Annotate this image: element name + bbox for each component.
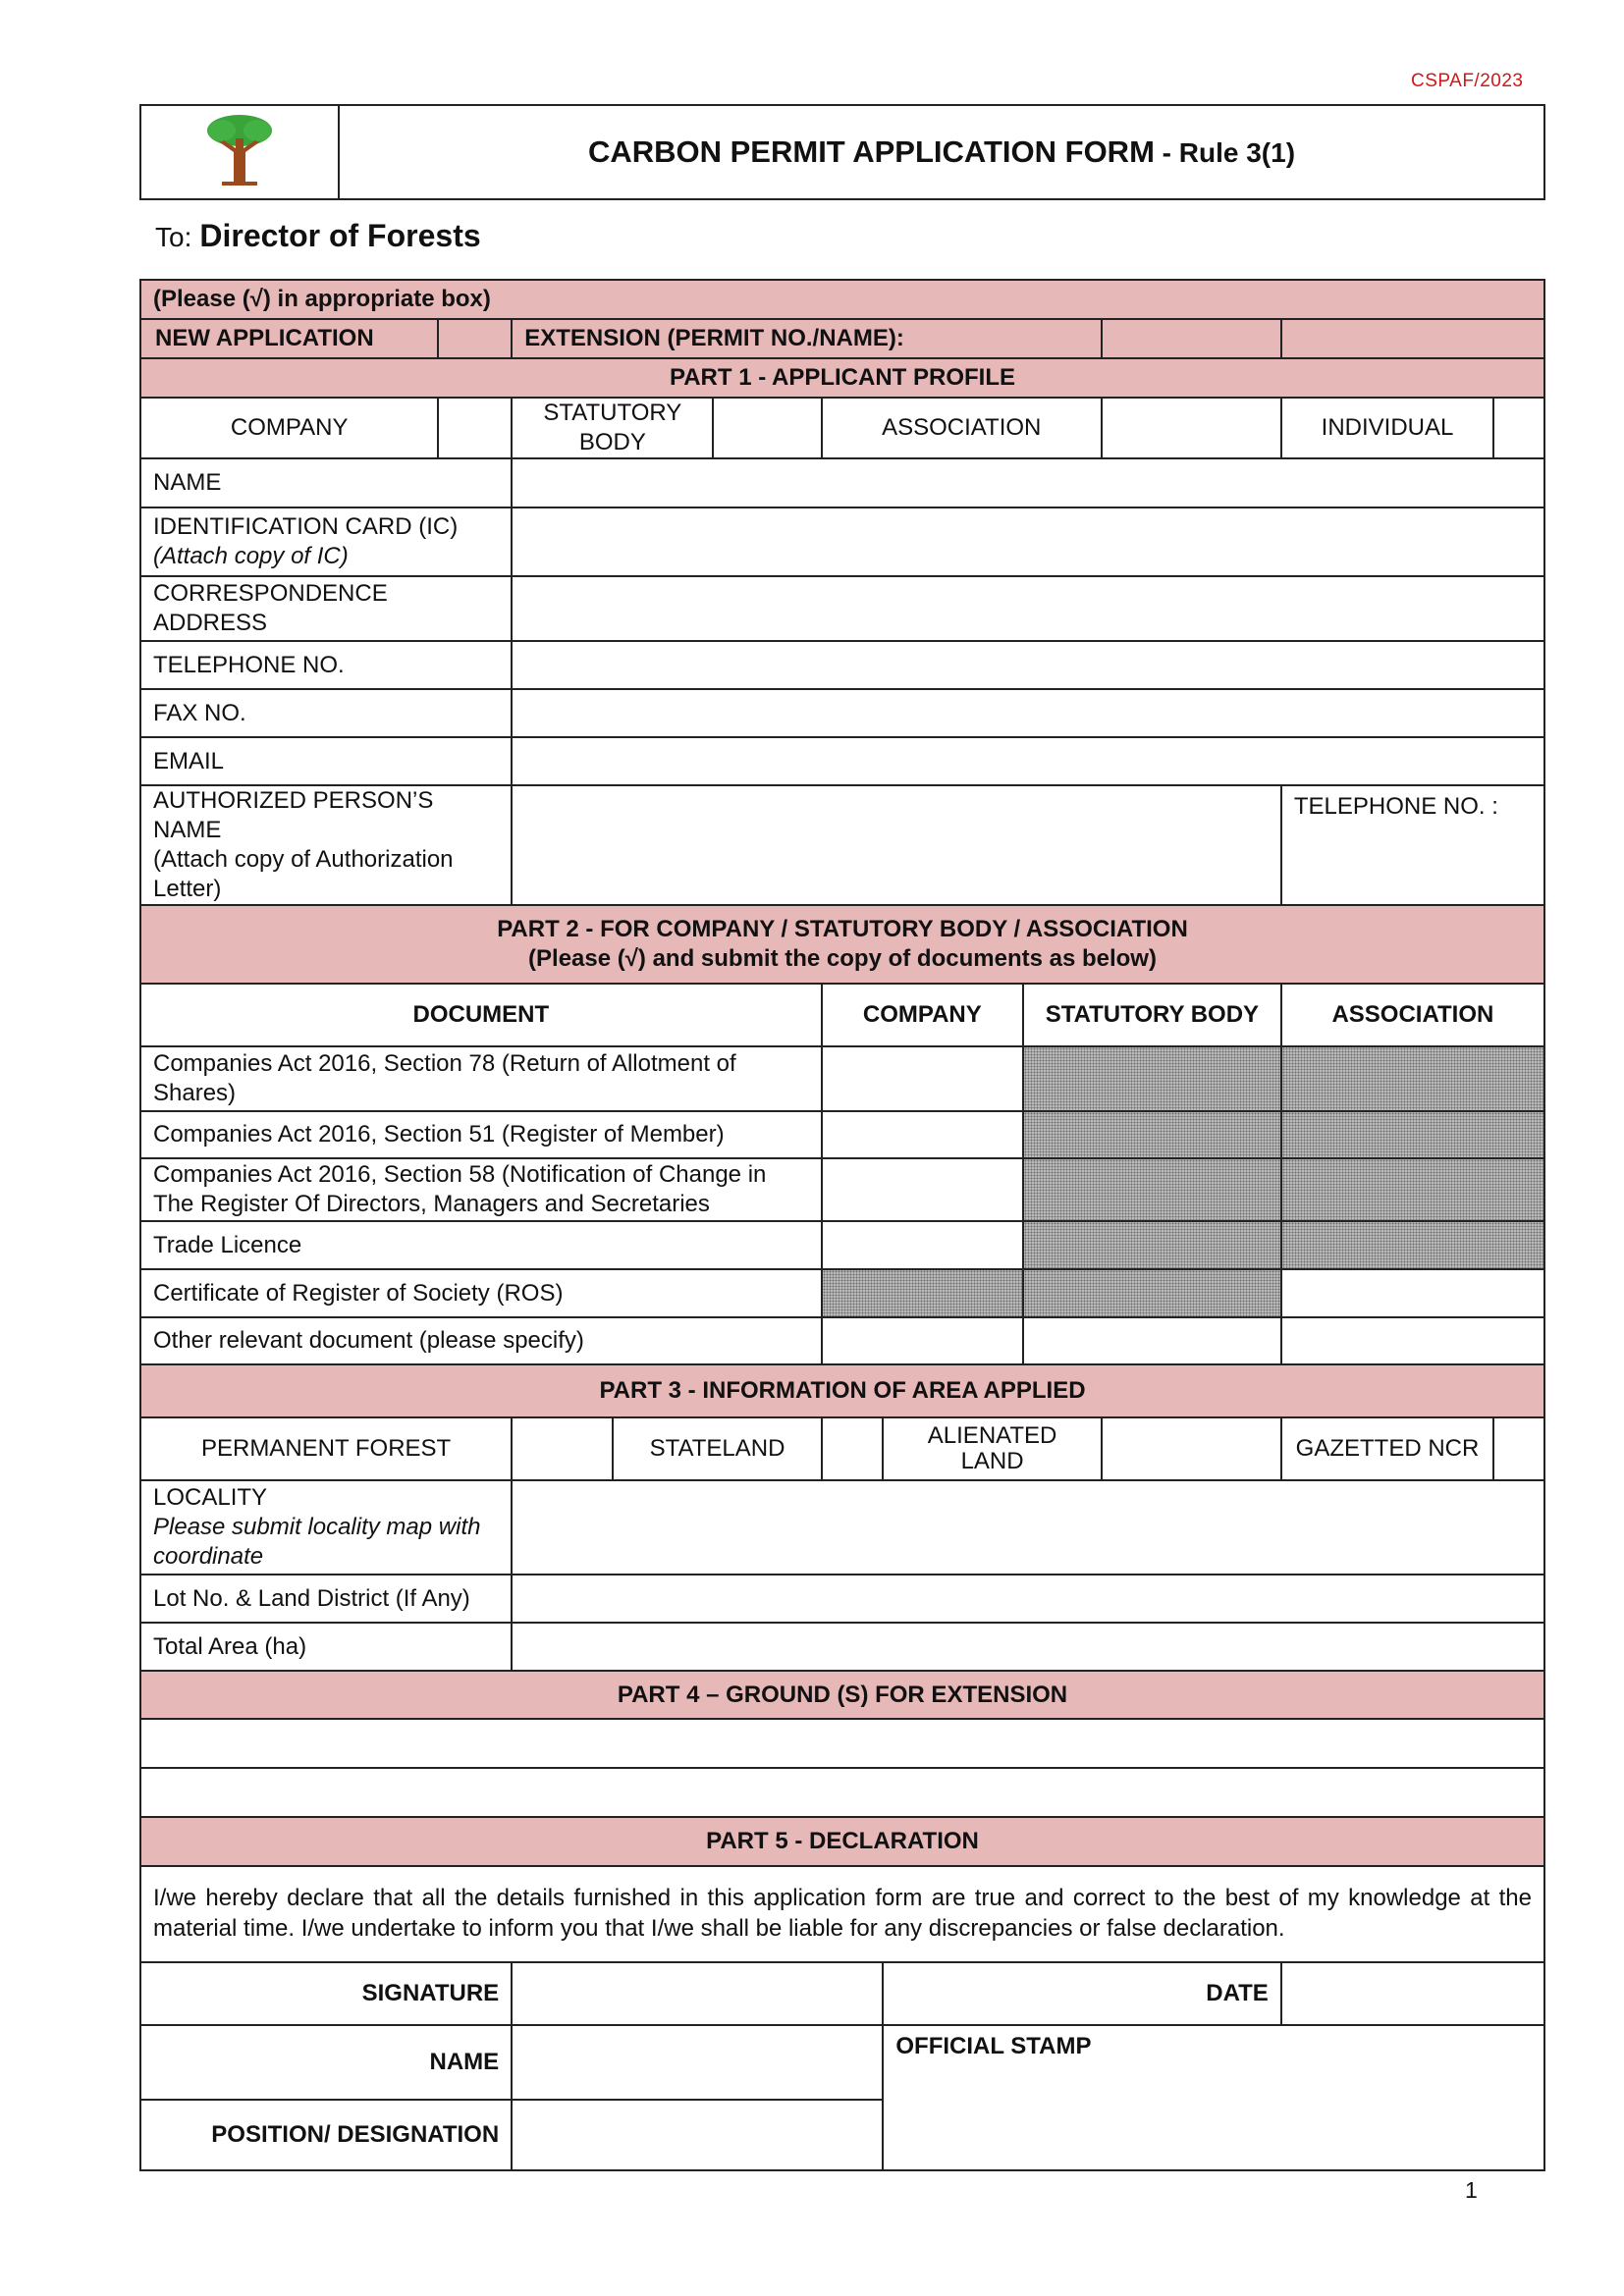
document-row-1: Companies Act 2016, Section 78 (Return of Allotment of Shares) xyxy=(140,1046,822,1111)
form-title xyxy=(339,105,1544,199)
area-gazetted-ncr-label: GAZETTED NCR xyxy=(1281,1417,1493,1480)
name-label: NAME xyxy=(140,458,512,507)
document-row-2: Companies Act 2016, Section 51 (Register of Member) xyxy=(140,1111,822,1158)
type-association-checkbox[interactable] xyxy=(1102,398,1281,458)
name-sign-label: NAME xyxy=(140,2025,512,2100)
part2-subtitle: (Please (√) and submit the copy of documents as below) xyxy=(528,945,1157,972)
part3-title: PART 3 - INFORMATION OF AREA APPLIED xyxy=(140,1364,1544,1417)
doc1-association-shaded xyxy=(1281,1046,1544,1111)
address-label: CORRESPONDENCE ADDRESS xyxy=(140,576,512,641)
new-application-text: NEW APPLICATION xyxy=(155,325,374,351)
doc4-company-checkbox[interactable] xyxy=(822,1221,1023,1269)
locality-text: LOCALITY xyxy=(153,1484,268,1511)
area-stateland-checkbox[interactable] xyxy=(822,1417,884,1480)
extension-ground-line-2[interactable] xyxy=(140,1768,1544,1817)
doc-header-company: COMPANY xyxy=(822,984,1023,1046)
document-row-4: Trade Licence xyxy=(140,1221,822,1269)
total-area-label: Total Area (ha) xyxy=(140,1623,512,1671)
authorized-text: AUTHORIZED PERSON’S NAME xyxy=(153,787,434,843)
extension-label xyxy=(512,319,1102,358)
form-title-text: CARBON PERMIT APPLICATION FORM xyxy=(587,133,1155,169)
doc-header-document: DOCUMENT xyxy=(140,984,822,1046)
date-label: DATE xyxy=(883,1962,1280,2025)
doc2-statutory-shaded xyxy=(1023,1111,1281,1158)
new-application-label xyxy=(140,319,438,358)
logo-cell xyxy=(140,105,339,199)
name-field[interactable] xyxy=(512,458,1544,507)
doc5-company-shaded xyxy=(822,1269,1023,1317)
address-field[interactable] xyxy=(512,576,1544,641)
declaration-text: I/we hereby declare that all the details furnished in this application form are true and correct to the best of my knowledge at the material time. I/we undertake to inform you that I/we shall be liable for any discrepancies or false declaration. xyxy=(140,1866,1544,1962)
lot-field[interactable] xyxy=(512,1575,1544,1623)
form-header xyxy=(139,104,1545,200)
doc2-association-shaded xyxy=(1281,1111,1544,1158)
telephone-label: TELEPHONE NO. xyxy=(140,641,512,689)
form-code: CSPAF/2023 xyxy=(1411,71,1524,91)
doc2-company-checkbox[interactable] xyxy=(822,1111,1023,1158)
doc6-company-checkbox[interactable] xyxy=(822,1317,1023,1364)
new-application-checkbox[interactable] xyxy=(438,319,512,358)
doc1-statutory-shaded xyxy=(1023,1046,1281,1111)
telephone-field[interactable] xyxy=(512,641,1544,689)
signature-text: SIGNATURE xyxy=(361,1980,500,2006)
application-form-table xyxy=(139,279,1545,2171)
doc5-association-checkbox[interactable] xyxy=(1281,1269,1544,1317)
extension-bold: EXTENSION xyxy=(524,325,661,351)
authorized-name-field[interactable] xyxy=(512,785,1281,905)
total-area-field[interactable] xyxy=(512,1623,1544,1671)
part4-title: PART 4 – GROUND (S) FOR EXTENSION xyxy=(140,1671,1544,1719)
fax-field[interactable] xyxy=(512,689,1544,737)
type-individual-checkbox[interactable] xyxy=(1493,398,1544,458)
ic-label xyxy=(140,507,512,576)
doc3-statutory-shaded xyxy=(1023,1158,1281,1221)
area-alienated-label: ALIENATED LAND xyxy=(883,1417,1101,1480)
email-field[interactable] xyxy=(512,737,1544,785)
part2-title: PART 2 - FOR COMPANY / STATUTORY BODY / ASSOCIATION xyxy=(497,916,1188,942)
ic-text: IDENTIFICATION CARD (IC) xyxy=(153,513,459,540)
to-value: Director of Forests xyxy=(199,218,481,253)
type-company-checkbox[interactable] xyxy=(438,398,512,458)
authorized-telephone-field[interactable]: TELEPHONE NO. : xyxy=(1281,785,1544,905)
ic-field[interactable] xyxy=(512,507,1544,576)
doc-header-association: ASSOCIATION xyxy=(1281,984,1544,1046)
ic-note: (Attach copy of IC) xyxy=(153,543,349,569)
document-row-6: Other relevant document (please specify) xyxy=(140,1317,822,1364)
type-association-label: ASSOCIATION xyxy=(822,398,1102,458)
signature-field[interactable] xyxy=(512,1962,883,2025)
lot-label: Lot No. & Land District (If Any) xyxy=(140,1575,512,1623)
type-statutory-checkbox[interactable] xyxy=(713,398,821,458)
doc4-statutory-shaded xyxy=(1023,1221,1281,1269)
locality-note: Please submit locality map with coordinate xyxy=(153,1514,481,1570)
name-sign-field[interactable] xyxy=(512,2025,883,2100)
document-row-5: Certificate of Register of Society (ROS) xyxy=(140,1269,822,1317)
addressee xyxy=(155,218,481,254)
doc5-statutory-shaded xyxy=(1023,1269,1281,1317)
part1-title: PART 1 - APPLICANT PROFILE xyxy=(140,358,1544,398)
position-field[interactable] xyxy=(512,2100,883,2170)
area-permanent-forest-label: PERMANENT FOREST xyxy=(140,1417,512,1480)
official-stamp-box: OFFICIAL STAMP xyxy=(883,2025,1544,2170)
area-permanent-forest-checkbox[interactable] xyxy=(512,1417,613,1480)
form-rule: - Rule 3(1) xyxy=(1154,136,1296,168)
type-statutory-label: STATUTORY BODY xyxy=(512,398,713,458)
tree-logo-icon xyxy=(200,109,279,187)
fax-label: FAX NO. xyxy=(140,689,512,737)
type-individual-label: INDIVIDUAL xyxy=(1281,398,1493,458)
extension-permit-field[interactable] xyxy=(1281,319,1544,358)
signature-label xyxy=(140,1962,512,2025)
doc-header-statutory: STATUTORY BODY xyxy=(1023,984,1281,1046)
email-label: EMAIL xyxy=(140,737,512,785)
area-gazetted-ncr-checkbox[interactable] xyxy=(1493,1417,1544,1480)
date-field[interactable] xyxy=(1281,1962,1544,2025)
doc3-company-checkbox[interactable] xyxy=(822,1158,1023,1221)
doc1-company-checkbox[interactable] xyxy=(822,1046,1023,1111)
extension-checkbox[interactable] xyxy=(1102,319,1281,358)
authorized-label xyxy=(140,785,512,905)
type-company-label: COMPANY xyxy=(140,398,438,458)
extension-ground-line-1[interactable] xyxy=(140,1719,1544,1768)
doc6-association-checkbox[interactable] xyxy=(1281,1317,1544,1364)
instruction: (Please (√) in appropriate box) xyxy=(140,280,1544,319)
document-row-3: Companies Act 2016, Section 58 (Notification of Change in The Register Of Directors, Managers and Secretaries xyxy=(140,1158,822,1221)
doc4-association-shaded xyxy=(1281,1221,1544,1269)
area-stateland-label: STATELAND xyxy=(613,1417,821,1480)
locality-field[interactable] xyxy=(512,1480,1544,1575)
part2-header xyxy=(140,905,1544,984)
to-label: To: xyxy=(155,222,192,252)
locality-label xyxy=(140,1480,512,1575)
authorized-note: (Attach copy of Authorization Letter) xyxy=(153,846,454,902)
doc3-association-shaded xyxy=(1281,1158,1544,1221)
extension-rest: (PERMIT NO./NAME): xyxy=(660,325,904,351)
position-label: POSITION/ DESIGNATION xyxy=(140,2100,512,2170)
area-alienated-checkbox[interactable] xyxy=(1102,1417,1281,1480)
doc6-statutory-checkbox[interactable] xyxy=(1023,1317,1281,1364)
page-number: 1 xyxy=(1465,2177,1478,2203)
part5-title: PART 5 - DECLARATION xyxy=(140,1817,1544,1866)
